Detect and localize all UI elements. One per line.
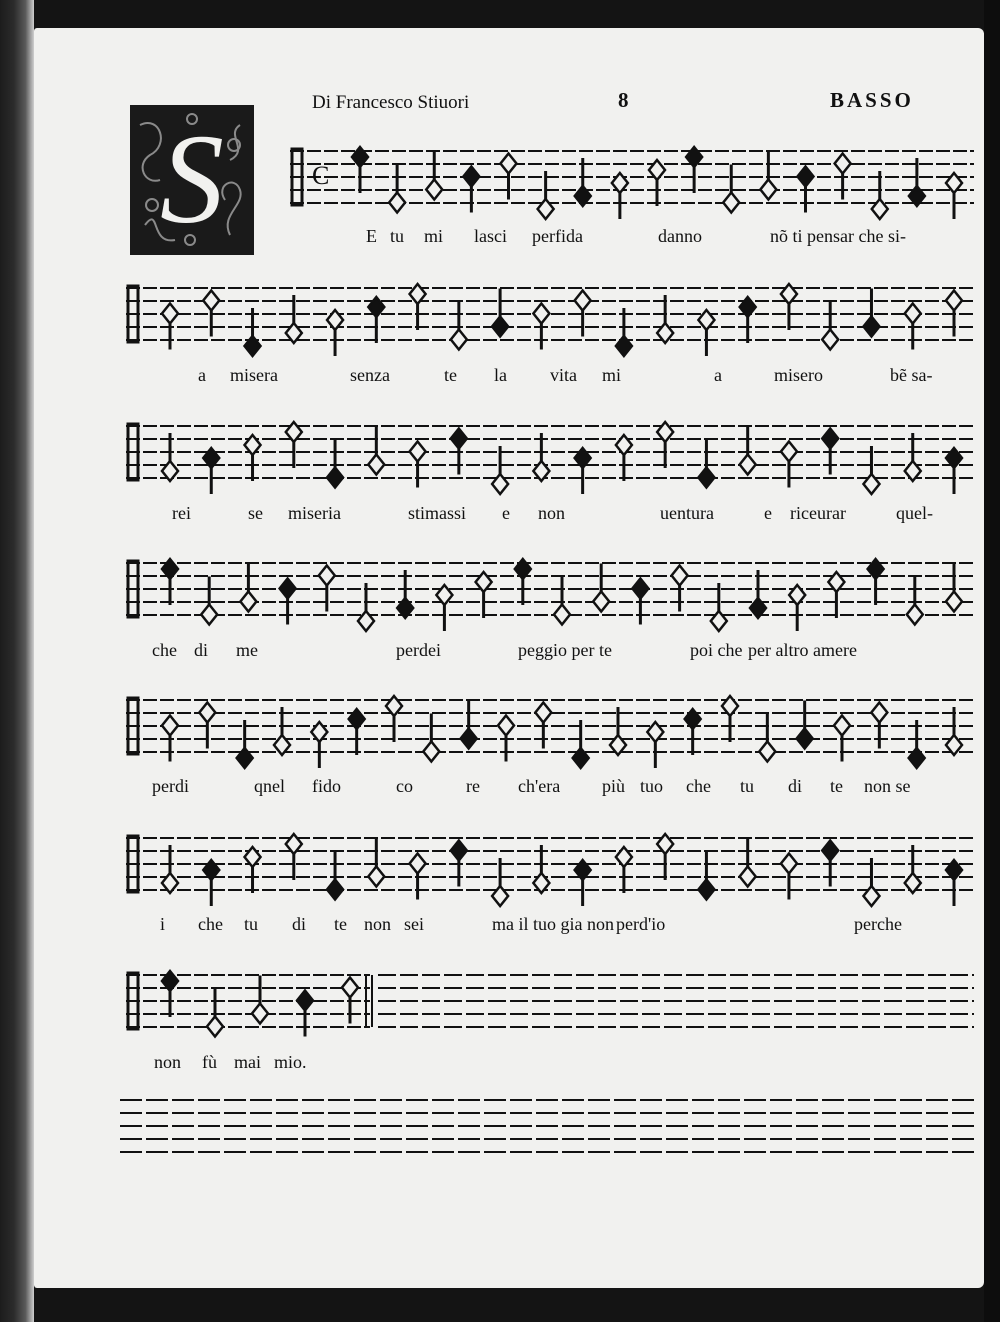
header-author: Di Francesco Stiuori	[312, 92, 470, 113]
note	[575, 158, 591, 206]
staff-system	[34, 680, 984, 810]
note	[358, 583, 374, 631]
lyric-syllable: me	[236, 640, 258, 660]
note	[828, 572, 844, 618]
note	[461, 701, 477, 749]
mensuration-sign: C	[312, 161, 330, 190]
note	[863, 858, 879, 906]
lyric-syllable: tuo	[640, 776, 664, 796]
note	[397, 570, 413, 618]
note	[616, 435, 632, 481]
lyric-syllable: i	[160, 914, 166, 934]
note	[492, 289, 508, 337]
note	[252, 976, 268, 1024]
lyric-syllable: te	[830, 776, 843, 796]
note	[750, 570, 766, 618]
note	[946, 564, 962, 612]
note	[946, 860, 962, 906]
note	[240, 564, 256, 612]
note	[492, 858, 508, 906]
note	[515, 559, 531, 605]
note	[533, 433, 549, 481]
note	[349, 709, 365, 755]
staff	[34, 680, 984, 770]
note	[368, 297, 384, 343]
lyric-syllable: quel-	[896, 503, 933, 523]
note	[573, 720, 589, 768]
note	[863, 289, 879, 337]
lyric-syllable: perfida	[532, 226, 583, 246]
note	[575, 448, 591, 494]
staff	[34, 543, 984, 633]
staff-system	[34, 818, 984, 948]
note	[946, 448, 962, 494]
note	[740, 297, 756, 343]
note	[162, 971, 178, 1017]
lyric-syllable: mio.	[274, 1052, 307, 1072]
lyric-syllable: E	[366, 226, 377, 246]
lyric-syllable: perdi	[152, 776, 189, 796]
note	[698, 852, 714, 900]
lyric-syllable: tu	[740, 776, 755, 796]
lyric-syllable: perche	[854, 914, 902, 934]
lyric-syllable: più	[602, 776, 626, 796]
lyric-syllable: miseria	[288, 503, 341, 523]
note	[423, 714, 439, 762]
lyric-syllable: e	[764, 503, 772, 523]
lyric-syllable: di	[194, 640, 209, 660]
lyric-syllable: la	[494, 365, 507, 385]
staff	[34, 955, 984, 1045]
staff	[34, 818, 984, 908]
lyric-syllable: fido	[312, 776, 341, 796]
lyric-syllable: co	[396, 776, 413, 796]
lyric-syllable: per altro amere	[748, 640, 857, 660]
note	[711, 583, 727, 631]
lyric-syllable: peggio per te	[518, 640, 612, 660]
note	[203, 860, 219, 906]
note	[554, 577, 570, 625]
lyric-syllable: poi che	[690, 640, 743, 660]
note	[657, 422, 673, 468]
note	[426, 152, 442, 200]
note	[789, 585, 805, 631]
note	[368, 839, 384, 887]
lyric-syllable: rei	[172, 503, 191, 523]
lyric-syllable: che	[152, 640, 177, 660]
lyric-syllable: perdei	[396, 640, 441, 660]
lyric-syllable: non	[364, 914, 391, 934]
lyric-syllable: nõ ti pensar che si-	[770, 226, 906, 246]
note	[685, 709, 701, 755]
part-name: BASSO	[830, 88, 914, 112]
lyric-syllable: tu	[244, 914, 259, 934]
note	[327, 310, 343, 356]
note	[245, 308, 261, 356]
page-edge	[984, 0, 1000, 1322]
note	[946, 707, 962, 755]
note	[657, 295, 673, 343]
lyric-syllable: di	[292, 914, 307, 934]
lyric-syllable: misero	[774, 365, 823, 385]
note	[451, 302, 467, 350]
note	[698, 310, 714, 356]
lyric-syllable: ch'era	[518, 776, 561, 796]
staff-system	[34, 955, 984, 1085]
note	[207, 989, 223, 1037]
note	[201, 577, 217, 625]
note	[759, 714, 775, 762]
lyric-syllable: danno	[658, 226, 702, 246]
note	[237, 720, 253, 768]
note	[327, 440, 343, 488]
lyric-syllable: mi	[602, 365, 622, 385]
note	[286, 834, 302, 880]
note	[909, 158, 925, 206]
staff-system	[34, 268, 984, 398]
staff	[34, 406, 984, 496]
note	[686, 147, 702, 193]
lyric-syllable: lasci	[474, 226, 507, 246]
note	[905, 433, 921, 481]
lyric-syllable: mi	[424, 226, 444, 246]
lyric-syllable: te	[444, 365, 457, 385]
note	[722, 696, 738, 742]
lyric-syllable: perd'io	[616, 914, 666, 934]
note	[616, 847, 632, 893]
note	[760, 152, 776, 200]
note	[533, 845, 549, 893]
lyric-syllable: a	[714, 365, 722, 385]
lyric-syllable: vita	[550, 365, 577, 385]
note	[311, 722, 327, 768]
note	[492, 446, 508, 494]
lyric-syllable: misera	[230, 365, 278, 385]
note	[822, 302, 838, 350]
page-number: 8	[618, 88, 629, 112]
note	[863, 446, 879, 494]
lyric-syllable: non	[154, 1052, 181, 1072]
lyric-syllable: a	[198, 365, 206, 385]
note	[610, 707, 626, 755]
lyric-syllable: che	[686, 776, 711, 796]
note	[868, 559, 884, 605]
note	[162, 559, 178, 605]
note	[386, 696, 402, 742]
note	[389, 165, 405, 213]
lyric-syllable: e	[502, 503, 510, 523]
lyric-syllable: senza	[350, 365, 390, 385]
note	[657, 834, 673, 880]
lyric-syllable: riceurar	[790, 503, 846, 523]
lyric-syllable: di	[788, 776, 803, 796]
note	[907, 577, 923, 625]
initial-letter: S	[160, 108, 224, 250]
lyric-syllable: stimassi	[408, 503, 467, 523]
note	[575, 860, 591, 906]
lyric-syllable: uentura	[660, 503, 714, 523]
lyric-syllable: non	[538, 503, 565, 523]
note	[740, 839, 756, 887]
lyric-syllable: mai	[234, 1052, 261, 1072]
note	[740, 427, 756, 475]
score-page	[34, 28, 984, 1288]
empty-staff	[34, 1096, 984, 1176]
note	[274, 707, 290, 755]
note	[909, 720, 925, 768]
note	[203, 448, 219, 494]
staff-system	[34, 406, 984, 536]
note	[781, 284, 797, 330]
lyric-syllable: che	[198, 914, 223, 934]
note	[723, 165, 739, 213]
note	[649, 160, 665, 206]
note	[327, 852, 343, 900]
lyric-syllable: tu	[390, 226, 405, 246]
staff	[34, 131, 984, 221]
note	[593, 564, 609, 612]
note	[612, 173, 628, 219]
lyric-syllable: ma il tuo gia non	[492, 914, 614, 934]
lyric-syllable: te	[334, 914, 347, 934]
note	[436, 585, 452, 631]
note	[797, 701, 813, 749]
note	[368, 427, 384, 475]
note	[476, 572, 492, 618]
note	[872, 171, 888, 219]
note	[245, 847, 261, 893]
lyric-syllable: non se	[864, 776, 911, 796]
staff-system	[34, 131, 984, 261]
note	[647, 722, 663, 768]
lyric-syllable: sei	[404, 914, 424, 934]
book-spine	[0, 0, 34, 1322]
note	[616, 308, 632, 356]
note	[286, 295, 302, 343]
note	[286, 422, 302, 468]
lyric-syllable: se	[248, 503, 263, 523]
note	[538, 171, 554, 219]
note	[162, 433, 178, 481]
note	[410, 284, 426, 330]
note	[245, 435, 261, 481]
lyric-syllable: re	[466, 776, 480, 796]
note	[352, 147, 368, 193]
staff-system	[34, 543, 984, 673]
lyric-syllable: fù	[202, 1052, 217, 1072]
note	[162, 845, 178, 893]
note	[946, 173, 962, 219]
lyric-syllable: bẽ sa-	[890, 365, 933, 385]
note	[905, 845, 921, 893]
staff	[34, 268, 984, 358]
lyric-syllable: qnel	[254, 776, 285, 796]
note	[698, 440, 714, 488]
